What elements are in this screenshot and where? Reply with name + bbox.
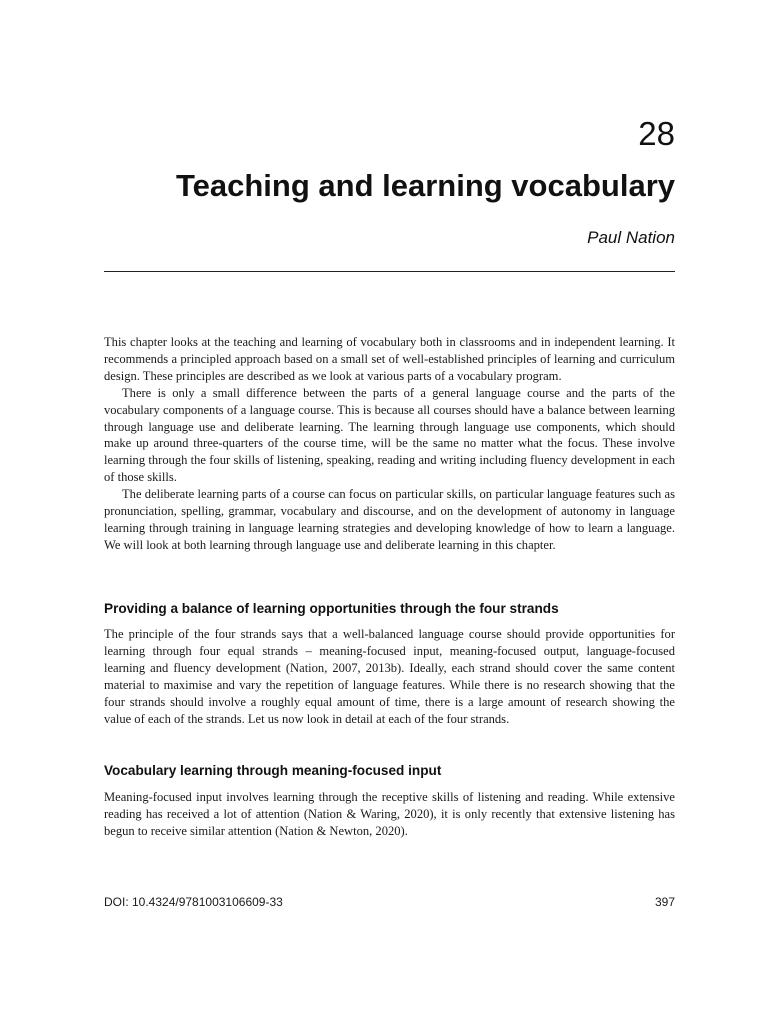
meaning-input-text [104,789,675,840]
meaning-input-paragraph: Meaning-focused input involves learning through the receptive skills of listening and reading. While extensive reading has received a lot of attention (Nation & Waring, 2020), it is only recently that extensive listening has begun to receive similar attention (Nation & Newton, 2020). [104,790,675,838]
intro-text [104,334,675,554]
footer-page-number: 397 [654,895,675,909]
intro-paragraph: This chapter looks at the teaching and learning of vocabulary both in classrooms and in independent learning. It recommends a principled approach based on a small set of well-established principles of learning and curriculum design. These principles are described as we look at various parts of a vocabulary program. [104,335,675,383]
chapter-number: 28 [638,115,675,152]
chapter-author: Paul Nation [587,228,675,247]
section-heading-four-strands: Providing a balance of learning opportunities through the four strands [104,601,559,616]
four-strands-text [104,626,675,727]
chapter-title: Teaching and learning vocabulary [176,168,675,203]
footer-doi[interactable]: DOI: 10.4324/9781003106609-33 [104,895,283,909]
intro-paragraph: There is only a small difference between the parts of a general language course and the parts of the vocabulary components of a language course. This is because all courses should have a balance between learning through language use and deliberate learning. The learning through language use components, which should make up around three-quarters of the course time, will be the same no matter what the focus. These involve learning through the four skills of listening, speaking, reading and writing including fluency development in each of those skills. [104,385,675,485]
four-strands-paragraph: The principle of the four strands says that a well-balanced language course should provide opportunities for learning through four equal strands – meaning-focused input, meaning-focused output, language-focused learning and fluency development (Nation, 2007, 2013b). Ideally, each strand should cover the same content material to maximise and vary the repetition of language features. While there is no research showing that the four strands should involve a roughly equal amount of time, there is a large amount of research showing the value of each of the strands. Let us now look in detail at each of the four strands. [104,627,675,726]
intro-paragraph: The deliberate learning parts of a course can focus on particular skills, on particular language features such as pronunciation, spelling, grammar, vocabulary and discourse, and on the development of autonomy in language learning through training in language learning strategies and developing knowledge of how to learn a language. We will look at both learning through language use and deliberate learning in this chapter. [104,487,675,552]
title-divider [104,271,675,272]
section-heading-meaning-input: Vocabulary learning through meaning-focused input [104,763,442,778]
